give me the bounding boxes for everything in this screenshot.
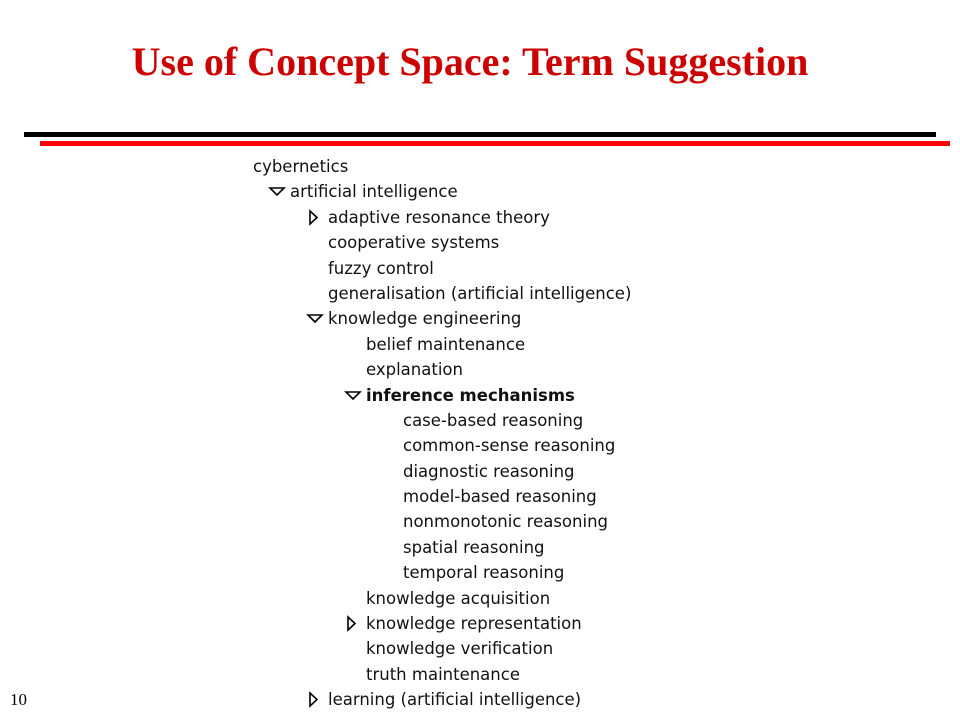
tree-item-label: knowledge acquisition — [366, 588, 551, 608]
expanded-triangle-icon[interactable] — [344, 383, 362, 408]
tree-item[interactable] — [0, 408, 960, 433]
tree-item-label: diagnostic reasoning — [403, 461, 575, 481]
tree-item[interactable] — [0, 560, 960, 585]
collapsed-triangle-icon[interactable] — [306, 205, 324, 230]
tree-item-label: nonmonotonic reasoning — [403, 512, 609, 532]
title-rule-black — [24, 132, 936, 137]
tree-item[interactable] — [0, 357, 960, 382]
tree-item[interactable] — [0, 459, 960, 484]
slide-title: Use of Concept Space: Term Suggestion — [131, 39, 809, 84]
tree-item[interactable] — [0, 205, 960, 230]
tree-item-label: model-based reasoning — [403, 487, 597, 507]
tree-item[interactable] — [0, 535, 960, 560]
tree-item[interactable] — [0, 484, 960, 509]
tree-item-label: spatial reasoning — [403, 537, 545, 557]
tree-item[interactable] — [0, 154, 960, 179]
tree-item[interactable] — [0, 433, 960, 458]
page-number: 10 — [10, 690, 27, 709]
tree-item[interactable] — [0, 306, 960, 331]
collapsed-triangle-icon[interactable] — [306, 687, 324, 712]
tree-item-label: artificial intelligence — [290, 182, 458, 202]
tree-item[interactable] — [0, 509, 960, 534]
tree-item[interactable] — [0, 281, 960, 306]
expanded-triangle-icon[interactable] — [268, 179, 286, 204]
tree-item-label: belief maintenance — [366, 334, 526, 354]
tree-item[interactable] — [0, 687, 960, 712]
collapsed-triangle-icon[interactable] — [344, 611, 362, 636]
expanded-triangle-icon[interactable] — [306, 306, 324, 331]
tree-item-label: inference mechanisms — [366, 385, 575, 405]
tree-item[interactable] — [0, 332, 960, 357]
title-rule-red — [40, 141, 950, 146]
tree-item[interactable] — [0, 256, 960, 281]
tree-item-label: knowledge verification — [366, 639, 554, 659]
tree-item[interactable] — [0, 230, 960, 255]
tree-item-label: adaptive resonance theory — [328, 207, 550, 227]
tree-item-label: generalisation (artificial intelligence) — [328, 283, 632, 303]
tree-item-label: cybernetics — [253, 157, 349, 176]
tree-item-label: knowledge engineering — [328, 309, 522, 329]
concept-tree — [0, 154, 960, 713]
tree-item[interactable] — [0, 611, 960, 636]
tree-item-label: cooperative systems — [328, 233, 500, 253]
tree-item[interactable] — [0, 586, 960, 611]
tree-item-label: knowledge representation — [366, 614, 582, 634]
tree-item[interactable] — [0, 383, 960, 408]
tree-item-label: common-sense reasoning — [403, 436, 616, 456]
tree-item-label: explanation — [366, 360, 463, 380]
tree-item-label: fuzzy control — [328, 258, 434, 278]
tree-item-label: truth maintenance — [366, 664, 520, 684]
tree-item[interactable] — [0, 636, 960, 661]
tree-item-label: case-based reasoning — [403, 410, 584, 430]
tree-item[interactable] — [0, 179, 960, 204]
tree-item-label: temporal reasoning — [403, 563, 565, 583]
tree-item[interactable] — [0, 662, 960, 687]
tree-item-label: learning (artificial intelligence) — [328, 690, 582, 710]
